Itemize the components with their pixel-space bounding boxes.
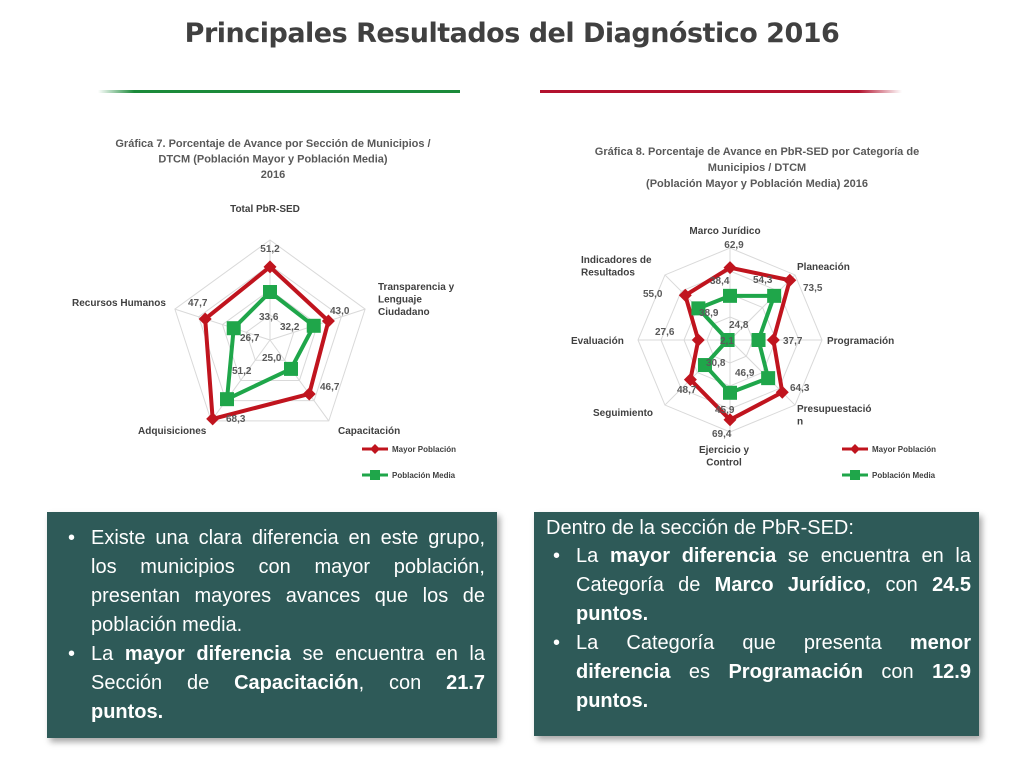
marker-mayor: [206, 412, 219, 425]
data-label: 64,3: [790, 383, 810, 394]
right-b1-bold-c: 24.5 puntos.: [576, 574, 971, 625]
marker-media: [227, 321, 241, 335]
axis-label: Control: [706, 457, 742, 469]
marker-mayor: [767, 334, 780, 347]
axis-label: Planeación: [797, 262, 850, 273]
data-label: 2,1: [720, 336, 734, 347]
data-label: 68,3: [226, 414, 246, 425]
right-b2-bold-b: Programación: [728, 661, 863, 683]
marker-media: [767, 289, 781, 303]
right-bullet-2: [544, 629, 971, 716]
left-bullet-1-text: Existe una clara diferencia en este grupo, los municipios con mayor población, presentan mayores avances que los de población media.: [91, 527, 485, 636]
axis-label: Transparencia y: [378, 282, 455, 293]
left-bullet-1: [59, 524, 485, 640]
data-label: 55,0: [643, 289, 663, 300]
right-bullet-1: [544, 542, 971, 629]
left-bullet-2: [59, 640, 485, 727]
marker-media: [284, 362, 298, 376]
legend-label-mayor: Mayor Población: [872, 445, 937, 454]
marker-media: [263, 285, 277, 299]
axis-label: Evaluación: [571, 336, 624, 347]
axis-label: Resultados: [581, 267, 635, 279]
marker-mayor: [303, 387, 316, 400]
axis-label: Seguimiento: [593, 408, 654, 419]
right-b1-text-b: se encuentra en la Categoría de: [576, 545, 971, 596]
data-label: 46,9: [735, 368, 755, 379]
chart-title-line: Gráfica 7. Porcentaje de Avance por Sección de Municipios /: [115, 138, 431, 150]
radar-chart-1: [72, 138, 456, 480]
marker-media: [752, 333, 766, 347]
data-label: 30,8: [706, 358, 726, 369]
data-label: 25,0: [262, 353, 282, 364]
slide-title: Principales Resultados del Diagnóstico 2016: [184, 18, 840, 49]
data-label: 24,8: [729, 320, 749, 331]
marker-media: [220, 392, 234, 406]
data-label: 32,2: [280, 322, 300, 333]
chart-title-line: DTCM (Población Mayor y Población Media): [158, 153, 388, 166]
axis-label: Capacitación: [338, 426, 401, 437]
legend-label-media: Población Media: [392, 471, 456, 480]
data-label: 47,7: [188, 298, 208, 309]
right-b1-text-c: , con: [865, 574, 933, 596]
data-label: 27,6: [655, 327, 675, 338]
right-summary-box: [534, 512, 979, 736]
right-b2-bold-c: 12.9 puntos.: [576, 661, 971, 712]
data-label: 46,7: [320, 382, 340, 393]
left-b2-bold-c: 21.7 puntos.: [91, 672, 486, 723]
left-b2-text-c: , con: [358, 672, 447, 694]
data-label: 54,3: [753, 275, 773, 286]
axis-label: n: [797, 416, 804, 428]
marker-media: [307, 319, 321, 333]
legend-label-mayor: Mayor Población: [392, 445, 457, 454]
data-label: 73,5: [803, 283, 823, 294]
right-b2-text-b: es: [670, 661, 729, 683]
marker-mayor: [692, 334, 705, 347]
radar-chart-2: [571, 146, 936, 480]
data-label: 62,9: [724, 240, 744, 251]
axis-label: Presupuestació: [797, 404, 872, 415]
right-b2-text-c: con: [862, 661, 933, 683]
data-label: 33,6: [259, 312, 279, 323]
legend-marker-media: [850, 470, 860, 480]
data-label: 37,7: [783, 336, 803, 347]
marker-media: [723, 386, 737, 400]
legend-marker-mayor: [370, 444, 380, 454]
chart-title-line: Municipios / DTCM: [707, 162, 807, 174]
axis-label: Adquisiciones: [138, 426, 207, 437]
left-b2-bold-b: Capacitación: [234, 672, 359, 694]
right-b2-text-a: La Categoría que presenta: [576, 632, 910, 654]
legend-label-media: Población Media: [872, 471, 936, 480]
data-label: 51,2: [232, 366, 252, 377]
axis-label: Marco Jurídico: [689, 226, 761, 237]
data-label: 38,4: [710, 276, 730, 287]
data-label: 69,4: [712, 429, 732, 440]
left-b2-text-a: La: [91, 643, 125, 665]
legend-marker-mayor: [850, 444, 860, 454]
chart-title-line: (Población Mayor y Población Media) 2016: [646, 178, 868, 190]
left-summary-box: [47, 512, 497, 738]
right-b1-text-a: La: [576, 545, 610, 567]
left-b2-bold-a: mayor diferencia: [124, 643, 291, 665]
data-label: 38,9: [699, 308, 719, 319]
axis-label: Total PbR-SED: [230, 204, 300, 215]
left-b2-text-b: se encuentra en la Sección de: [91, 643, 485, 694]
marker-media: [761, 371, 775, 385]
right-b2-bold-a: menor diferencia: [576, 632, 971, 683]
data-label: 48,7: [677, 385, 697, 396]
axis-label: Ciudadano: [378, 307, 430, 318]
axis-label: Lenguaje: [378, 294, 422, 306]
axis-label: Programación: [827, 336, 895, 347]
data-label: 43,0: [330, 306, 350, 317]
right-b1-bold-b: Marco Jurídico: [714, 574, 866, 596]
data-label: 51,2: [260, 244, 280, 255]
chart-title-line: 2016: [260, 169, 286, 181]
marker-media: [723, 289, 737, 303]
data-label: 26,7: [240, 333, 260, 344]
right-b1-bold-a: mayor diferencia: [609, 545, 777, 567]
legend-marker-media: [370, 470, 380, 480]
axis-label: Ejercicio y: [698, 445, 750, 456]
chart-title-line: Gráfica 8. Porcentaje de Avance en PbR-SED por Categoría de: [594, 146, 920, 158]
axis-label: Recursos Humanos: [72, 298, 166, 309]
data-label: 45,9: [715, 405, 735, 416]
right-lead: Dentro de la sección de PbR-SED:: [546, 517, 854, 539]
axis-label: Indicadores de: [581, 255, 652, 266]
